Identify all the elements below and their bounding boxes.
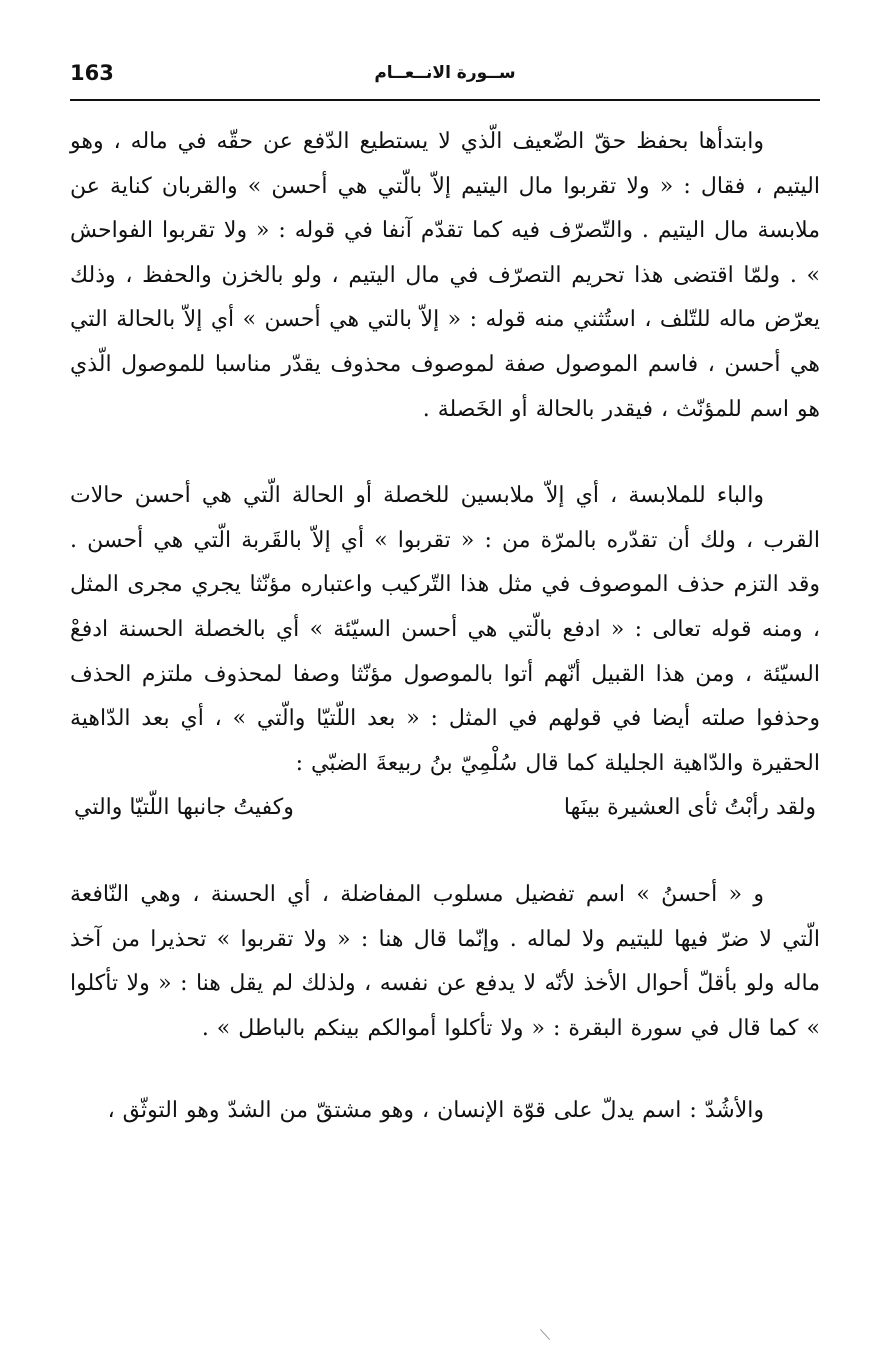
verse-second-hemistich: وكفيتُ جانبها اللّتيّا والتي: [74, 795, 294, 821]
page-number: 163: [70, 61, 114, 85]
paragraph-2: والباء للملابسة ، أي إلاّ ملابسين للخصلة أو الحالة الّتي هي أحسن حالات القرب ، ولك أن تقدّره بالمرّة من : « تقربوا » أي إلاّ بالقَربة الّتي هي أحسن . وقد التزم حذف الموصوف في مثل هذا التّركيب واعتباره مؤنّثا يجري مجرى المثل ، ومنه قوله تعالى : « ادفع بالّتي هي أحسن السيّئة » أي بالخصلة الحسنة ادفعْ السيّئة ، ومن هذا القبيل أنّهم أتوا بالموصول مؤنّثا وصفا لمحذوف ملتزم الحذف وحذفوا صلته أيضا في قولهم في المثل : « بعد اللّتيّا والّتي » ، أي بعد الدّاهية الحقيرة والدّاهية الجليلة كما قال سُلْمِيّ بنُ ربيعةَ الضبّي :: [70, 483, 820, 776]
paragraph-1: وابتدأها بحفظ حقّ الضّعيف الّذي لا يستطيع الدّفع عن حقّه في ماله ، وهو اليتيم ، فقال : « ولا تقربوا مال اليتيم إلاّ بالّتي هي أحسن » والقربان كناية عن ملابسة مال اليتيم . والتّصرّف فيه كما تقدّم آنفا في قوله : « ولا تقربوا الفواحش » . ولمّا اقتضى هذا تحريم التصرّف في مال اليتيم ، ولو بالخزن والحفظ ، وذلك يعرّض ماله للتّلف ، استُثني منه قوله : « إلاّ بالتي هي أحسن » أي إلاّ بالحالة التي هي أحسن ، فاسم الموصول صفة لموصوف محذوف يقدّر مناسبا للموصول الّذي هو اسم للمؤنّث ، فيقدر بالحالة أو الخَصلة .: [70, 129, 820, 422]
paragraph-3: و « أحسنُ » اسم تفضيل مسلوب المفاضلة ، أي الحسنة ، وهي النّافعة الّتي لا ضرّ فيها لليتيم ولا لماله . وإنّما قال هنا : « ولا تقربوا » تحذيرا من آخذ ماله ولو بأقلّ أحوال الأخذ لأنّه لا يدفع عن نفسه ، ولذلك لم يقل هنا : « ولا تأكلوا » كما قال في سورة البقرة : « ولا تأكلوا أموالكم بينكم بالباطل » .: [70, 881, 820, 1041]
header-rule: [70, 99, 820, 101]
page-header: [70, 55, 820, 101]
poetry-verse: [70, 786, 820, 831]
running-title: ســورة الانــعــام: [374, 63, 516, 83]
verse-first-hemistich: ولقد رأبْتُ ثأى العشيرة بينَها: [563, 795, 816, 821]
paragraph-4: والأشُدّ : اسم يدلّ على قوّة الإنسان ، وهو مشتقّ من الشدّ وهو التوثّق ،: [107, 1098, 764, 1124]
body-text: [70, 120, 820, 1134]
scan-artifact-mark: [540, 1329, 550, 1340]
